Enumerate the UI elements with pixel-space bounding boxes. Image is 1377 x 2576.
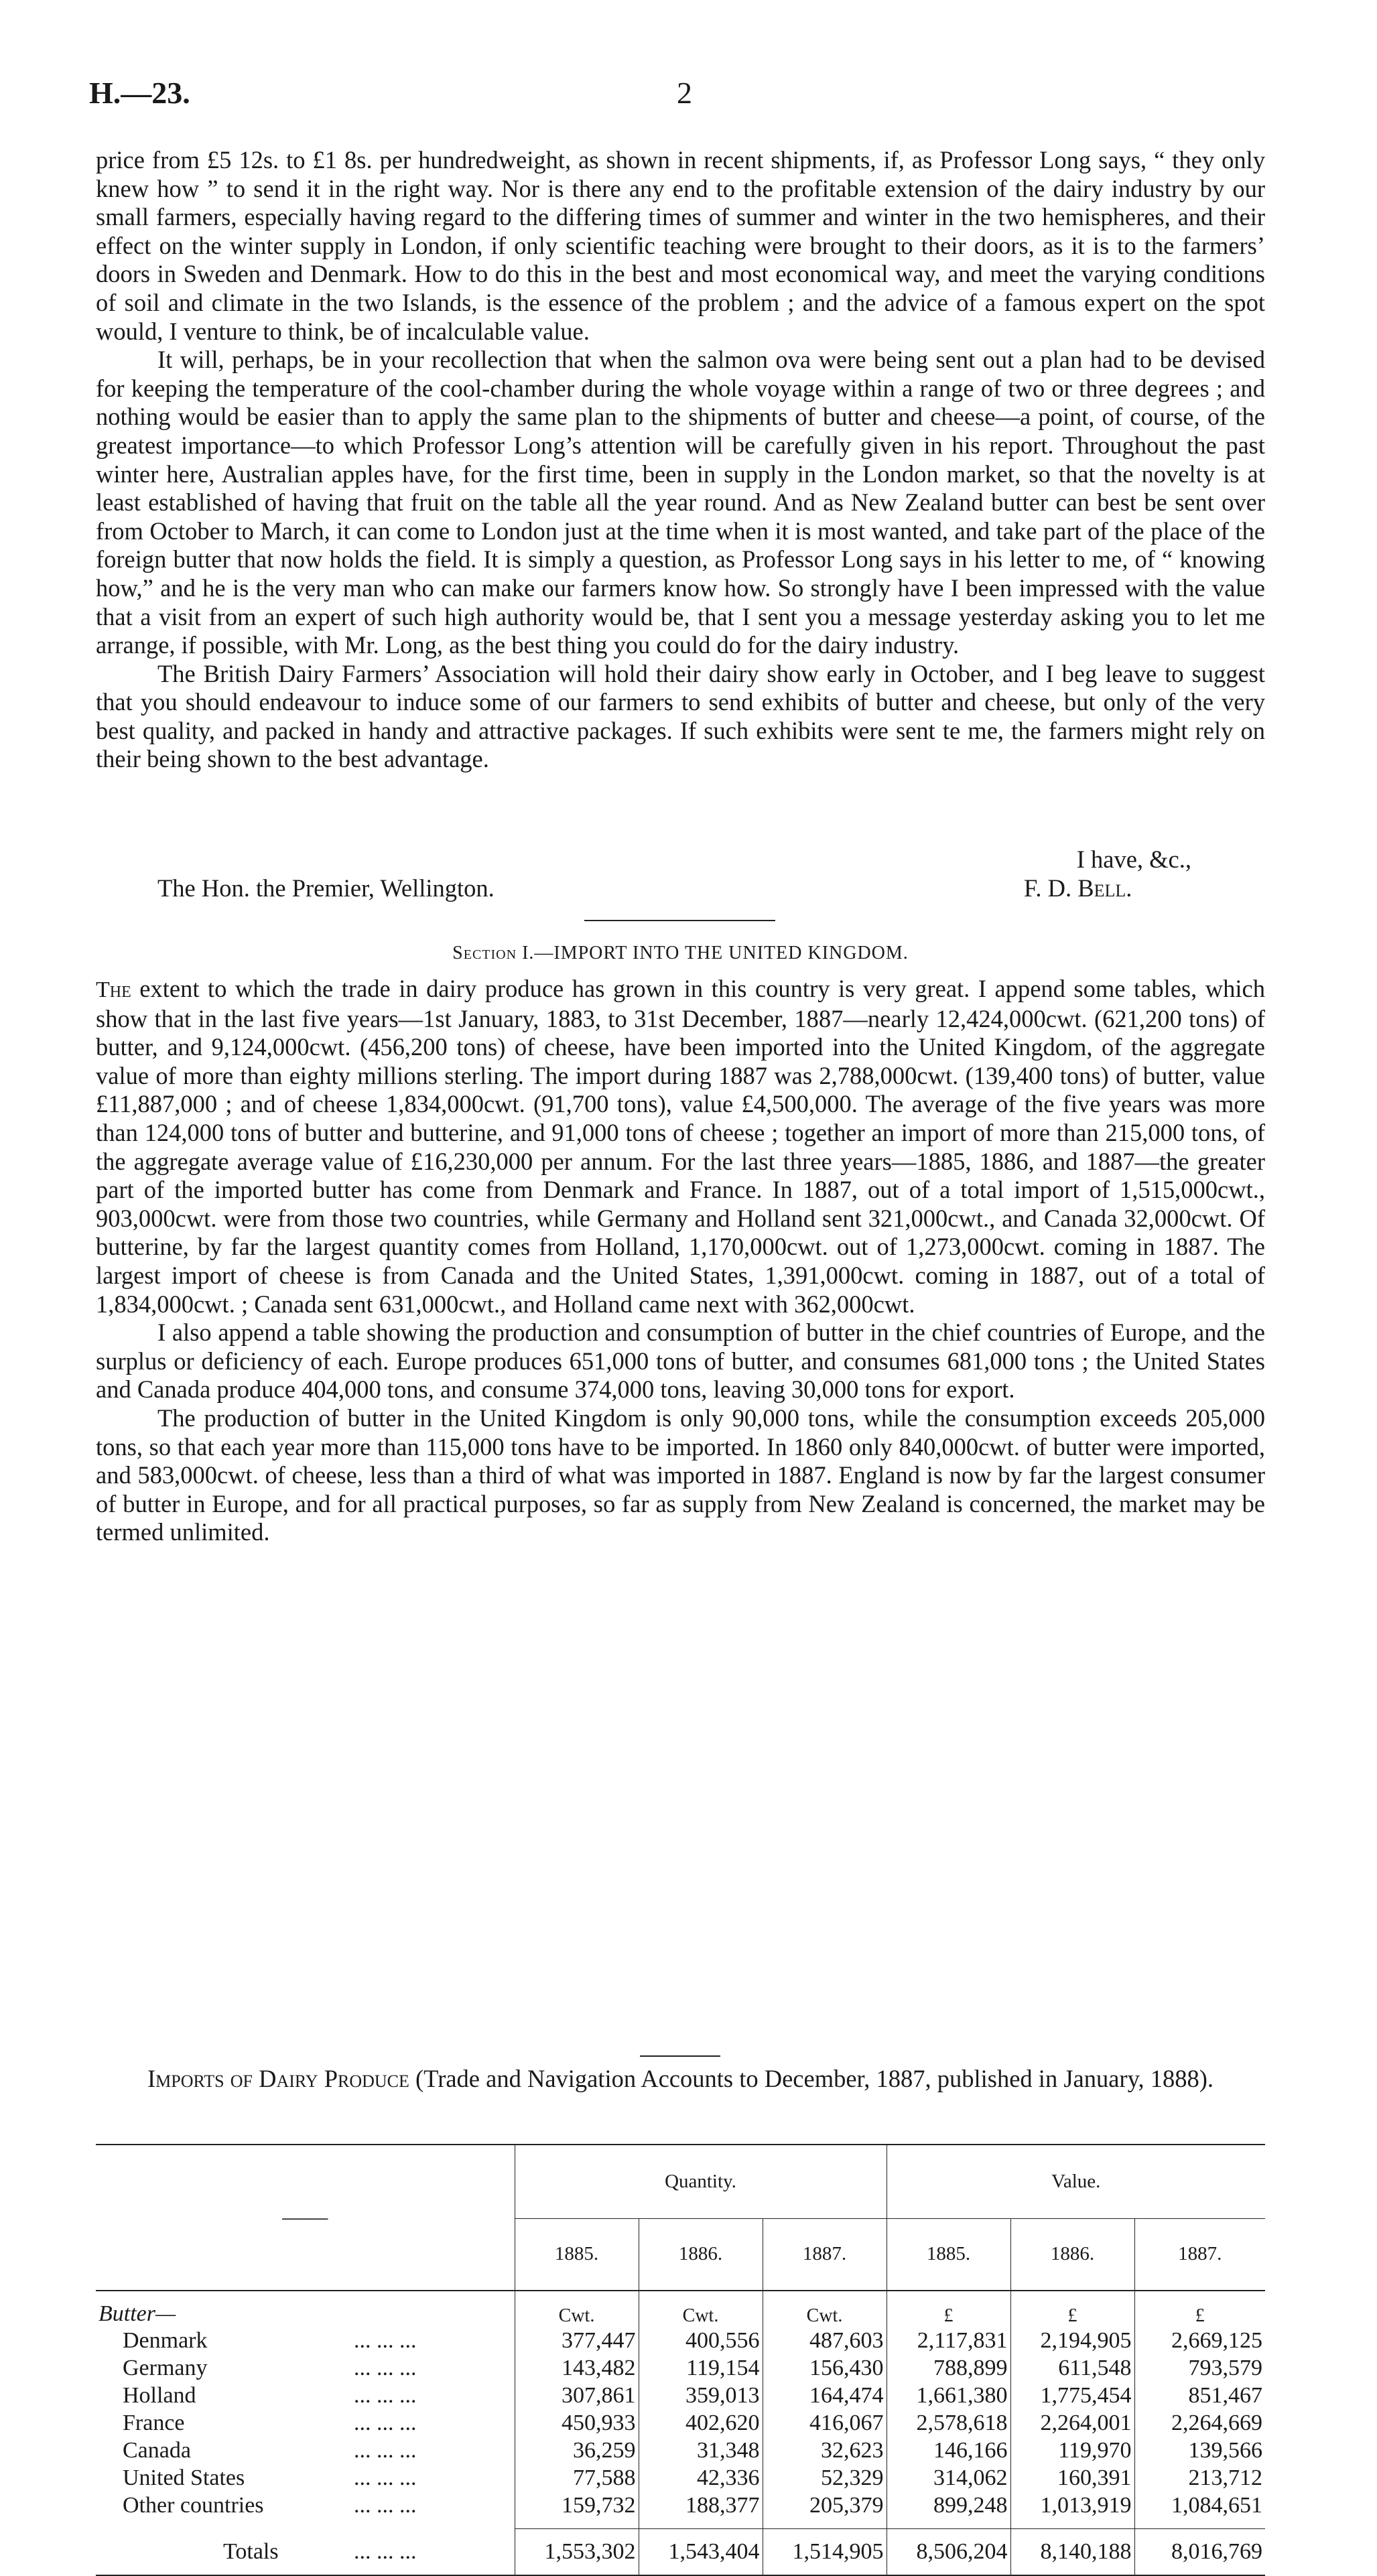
quantity-header: Quantity.: [515, 2145, 887, 2218]
section-body: [96, 975, 1265, 1547]
country-name: France: [123, 2410, 185, 2435]
table-row: [96, 2409, 1265, 2437]
addressee: The Hon. the Premier, Wellington.: [157, 874, 495, 902]
quantity-cell: 188,377: [639, 2492, 763, 2519]
value-cell: 139,566: [1188, 2437, 1262, 2463]
quantity-cell: 31,348: [639, 2437, 763, 2464]
table-row: [96, 2327, 1265, 2354]
table-divider: [640, 2055, 720, 2057]
dot-leader: ... ... ...: [354, 2465, 417, 2490]
quantity-cell: 143,482: [515, 2354, 639, 2382]
total-cell: 1,543,404: [639, 2528, 763, 2575]
document-code: H.—23.: [89, 76, 190, 110]
quantity-cell: 164,474: [763, 2382, 887, 2409]
year-header: 1887.: [763, 2218, 887, 2291]
section-number: Section I.: [452, 943, 535, 963]
value-cell: 611,548: [1010, 2354, 1134, 2382]
table-header-group: [96, 2145, 1265, 2218]
country-name: Canada: [123, 2437, 191, 2463]
spacer-cell: [515, 2519, 639, 2528]
quantity-cell: 159,732: [515, 2492, 639, 2519]
total-cell: 1,514,905: [763, 2528, 887, 2575]
value-cell: 788,899: [887, 2354, 1010, 2382]
value-cell: 1,084,651: [1171, 2492, 1262, 2518]
letter-paragraph: The British Dairy Farmers’ Association will hold their dairy show early in October, and I beg leave to suggest that you should endeavour to induce some of our farmers to send exhibits of butter and cheese, but only of the very best quality, and packed in handy and attractive packages. If such exhibits were sent te me, the farmers might rely on their being shown to the best advantage.: [96, 659, 1265, 773]
spacer-cell: [763, 2519, 887, 2528]
country-cell: [96, 2409, 515, 2437]
unit-label: £: [1195, 2305, 1205, 2326]
dot-leader: ... ... ...: [354, 2382, 417, 2408]
stub-header: ——: [96, 2145, 515, 2291]
table-row: [96, 2437, 1265, 2464]
totals-label-cell: [96, 2528, 515, 2575]
total-cell: 8,506,204: [887, 2528, 1010, 2575]
quantity-cell: 119,154: [639, 2354, 763, 2382]
section-title: —IMPORT INTO THE UNITED KINGDOM.: [534, 943, 909, 963]
dot-leader: ... ... ...: [354, 2437, 417, 2463]
section-paragraph: I also append a table showing the production and consumption of butter in the chief countries of Europe, and the surplus or deficiency of each. Europe produces 651,000 tons of butter, and consumes 681,000 tons ; the United States and Canada produce 404,000 tons, and consume 374,000 tons, leaving 30,000 tons for export.: [96, 1318, 1265, 1404]
country-cell: [96, 2464, 515, 2492]
table-body: [96, 2327, 1265, 2528]
quantity-cell: 42,336: [639, 2464, 763, 2492]
quantity-cell: 156,430: [763, 2354, 887, 2382]
quantity-cell: 377,447: [515, 2327, 639, 2354]
value-cell: 1,775,454: [1010, 2382, 1134, 2409]
page-number: 2: [677, 76, 692, 110]
quantity-cell: 36,259: [515, 2437, 639, 2464]
value-cell: 2,264,669: [1171, 2410, 1262, 2435]
section-heading: [96, 943, 1265, 964]
value-cell: 146,166: [887, 2437, 1010, 2464]
value-cell: 213,712: [1188, 2465, 1262, 2490]
dot-leader: ... ... ...: [354, 2492, 417, 2518]
total-cell: 8,016,769: [1134, 2528, 1265, 2575]
dot-leader: ... ... ...: [354, 2355, 417, 2380]
table-spacer: [96, 2519, 1265, 2528]
unit-label: Cwt.: [763, 2291, 887, 2327]
quantity-cell: 487,603: [763, 2327, 887, 2354]
quantity-cell: 205,379: [763, 2492, 887, 2519]
category-label: Butter—: [96, 2291, 515, 2327]
table-row: [96, 2382, 1265, 2409]
year-header: 1886.: [639, 2218, 763, 2291]
value-header: Value.: [887, 2145, 1265, 2218]
value-cell: 2,117,831: [887, 2327, 1010, 2354]
signature: F. D. Bell.: [1024, 874, 1132, 902]
table-row: [96, 2492, 1265, 2519]
quantity-cell: 307,861: [515, 2382, 639, 2409]
country-name: Germany: [123, 2355, 208, 2380]
spacer-cell: [1010, 2519, 1134, 2528]
spacer-cell: [96, 2519, 515, 2528]
table-row: [96, 2464, 1265, 2492]
dairy-imports-table: [96, 2144, 1265, 2576]
value-cell: 899,248: [887, 2492, 1010, 2519]
total-cell: 1,553,302: [515, 2528, 639, 2575]
letter-body: [96, 146, 1265, 774]
letter-paragraph: price from £5 12s. to £1 8s. per hundredweight, as shown in recent shipments, if, as Professor Long says, “ they only knew how ” to send it in the right way. Nor is there any end to the profitable extension of the dairy industry by our small farmers, especially having regard to the differing times of summer and winter in the two hemispheres, and their effect on the winter supply in London, if only scientific teaching were brought to their doors, as it is to the farmers’ doors in Sweden and Denmark. How to do this in the best and most economical way, and meet the varying conditions of soil and climate in the two Islands, is the essence of the problem ; and the advice of a famous expert on the spot would, I venture to think, be of incalculable value.: [96, 146, 1265, 345]
table-row: [96, 2354, 1265, 2382]
value-cell: 793,579: [1188, 2355, 1262, 2380]
value-cell: 2,194,905: [1010, 2327, 1134, 2354]
year-header: 1885.: [515, 2218, 639, 2291]
country-cell: [96, 2327, 515, 2354]
value-cell: 314,062: [887, 2464, 1010, 2492]
country-cell: [96, 2382, 515, 2409]
quantity-cell: 359,013: [639, 2382, 763, 2409]
quantity-cell: 416,067: [763, 2409, 887, 2437]
dot-leader: ... ... ...: [354, 2327, 417, 2353]
quantity-cell: 77,588: [515, 2464, 639, 2492]
unit-label: Cwt.: [639, 2291, 763, 2327]
total-cell: 8,140,188: [1010, 2528, 1134, 2575]
letter-paragraph: It will, perhaps, be in your recollection that when the salmon ova were being sent out a plan had to be devised for keeping the temperature of the cool-chamber during the whole voyage within a range of two or three degrees ; and nothing would be easier than to apply the same plan to the shipments of butter and cheese—a point, of course, of the greatest importance—to which Professor Long’s attention will be carefully given in his report. Throughout the past winter here, Australian apples have, for the first time, been in supply in the London market, so that the novelty is at least established of having that fruit on the table all the year round. And as New Zealand butter can best be sent over from October to March, it can come to London just at the time when it is most wanted, and take part of the place of the foreign butter that now holds the field. It is simply a question, as Professor Long says in his letter to me, of “ knowing how,” and he is the very man who can make our farmers know how. So strongly have I been impressed with the value that a visit from an expert of such high authority would be, that I sent you a message yesterday asking you to let me arrange, if possible, with Mr. Long, as the best thing you could do for the dairy industry.: [96, 346, 1265, 659]
quantity-cell: 450,933: [515, 2409, 639, 2437]
value-cell: 2,578,618: [887, 2409, 1010, 2437]
year-header: 1887.: [1178, 2243, 1222, 2265]
country-cell: [96, 2437, 515, 2464]
value-cell: 2,669,125: [1171, 2327, 1262, 2353]
totals-label: Totals: [223, 2538, 279, 2564]
section-first-word: The: [96, 977, 131, 1002]
country-cell: [96, 2354, 515, 2382]
quantity-cell: 52,329: [763, 2464, 887, 2492]
section-paragraph: The extent to which the trade in dairy produce has grown in this country is very great. I append some tables, which show that in the last five years—1st January, 1883, to 31st December, 1887—nearly 12,424,000cwt. (621,200 tons) of butter, and 9,124,000cwt. (456,200 tons) of cheese, have been imported into the United Kingdom, of the aggregate value of more than eighty millions sterling. The import during 1887 was 2,788,000cwt. (139,400 tons) of butter, value £11,887,000 ; and of cheese 1,834,000cwt. (91,700 tons), value £4,500,000. The average of the five years was more than 124,000 tons of butter and butterine, and 91,000 tons of cheese ; together an import of more than 215,000 tons, of the aggregate average value of £16,230,000 per annum. For the last three years—1885, 1886, and 1887—the greater part of the imported butter has come from Denmark and France. In 1887, out of a total import of 1,515,000cwt., 903,000cwt. were from those two countries, while Germany and Holland sent 321,000cwt., and Canada 32,000cwt. Of butterine, by far the largest quantity comes from Holland, 1,170,000cwt. out of 1,273,000cwt. coming in 1887. The largest import of cheese is from Canada and the United States, 1,391,000cwt. coming in 1887, out of a total of 1,834,000cwt. ; Canada sent 631,000cwt., and Holland came next with 362,000cwt.: [96, 975, 1265, 1318]
value-cell: 2,264,001: [1010, 2409, 1134, 2437]
section-divider: [584, 920, 775, 921]
quantity-cell: 400,556: [639, 2327, 763, 2354]
spacer-cell: [887, 2519, 1010, 2528]
section-paragraph: The production of butter in the United Kingdom is only 90,000 tons, while the consumption exceeds 205,000 tons, so that each year more than 115,000 tons have to be imported. In 1860 only 840,000cwt. of butter were imported, and 583,000cwt. of cheese, less than a third of what was imported in 1887. England is now by far the largest consumer of butter in Europe, and for all practical purposes, so far as supply from New Zealand is concerned, the market may be termed unlimited.: [96, 1404, 1265, 1546]
value-cell: 1,661,380: [887, 2382, 1010, 2409]
country-name: United States: [123, 2465, 245, 2490]
unit-label: £: [887, 2291, 1010, 2327]
dot-leader: ... ... ...: [354, 2410, 417, 2435]
dot-leader: ... ... ...: [354, 2538, 417, 2564]
value-cell: 851,467: [1188, 2382, 1262, 2408]
quantity-cell: 402,620: [639, 2409, 763, 2437]
spacer-cell: [1134, 2519, 1265, 2528]
value-cell: 119,970: [1010, 2437, 1134, 2464]
spacer-cell: [639, 2519, 763, 2528]
totals-row: [96, 2528, 1265, 2575]
country-name: Other countries: [123, 2492, 264, 2518]
year-header: 1885.: [887, 2218, 1010, 2291]
value-cell: 160,391: [1010, 2464, 1134, 2492]
unit-label: Cwt.: [515, 2291, 639, 2327]
unit-label: £: [1010, 2291, 1134, 2327]
country-name: Denmark: [123, 2327, 208, 2353]
quantity-cell: 32,623: [763, 2437, 887, 2464]
value-cell: 1,013,919: [1010, 2492, 1134, 2519]
country-cell: [96, 2492, 515, 2519]
year-header: 1886.: [1010, 2218, 1134, 2291]
country-name: Holland: [123, 2382, 196, 2408]
table-unit-row: [96, 2291, 1265, 2327]
closing: I have, &c.,: [1076, 845, 1191, 873]
table-title: Imports of Dairy Produce (Trade and Navigation Accounts to December, 1887, published in January, 1888).: [147, 2065, 1214, 2092]
